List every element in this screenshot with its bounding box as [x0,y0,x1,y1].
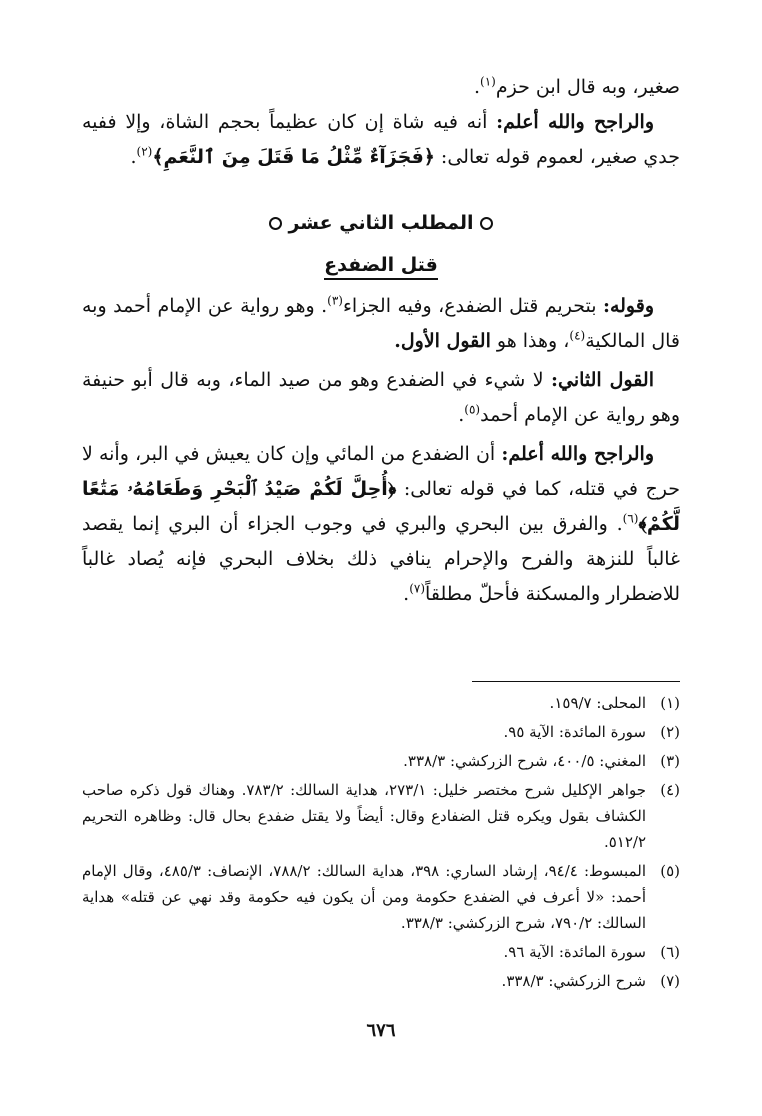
footnote-ref: (٦) [622,511,639,526]
paragraph-end: . [473,76,481,98]
paragraph-text: . وهو رواية عن الإمام أحمد وبه قال المالكية [82,295,680,352]
footnote-text: شرح الزركشي: ٣٣٨/٣. [501,972,646,990]
paragraph-text: لا شيء في الضفدع وهو من صيد الماء، وبه قال أبو حنيفة وهو رواية عن الإمام أحمد [82,369,680,426]
page-number: ٦٧٦ [366,1020,396,1041]
paragraph-first-opinion [82,289,680,359]
footnote-text: سورة المائدة: الآية ٩٦. [503,943,646,961]
paragraph-second-opinion [82,363,680,433]
footnote-ref: (٤) [569,328,586,343]
paragraph-text: . والفرق بين البحري والبري في وجوب الجزاء أن البري إنما يقصد غالباً للنزهة والفرح والإحرام ينافي ذلك بخلاف البحري فإنه يُصاد غالباً للاضطرار والمسكنة فأحلّ مطلقاً [82,513,680,605]
paragraph-preponderant-opinion-1 [82,105,680,175]
circle-bullet-icon [269,217,282,230]
footnote-text: سورة المائدة: الآية ٩٥. [503,723,646,741]
footnote-item [82,858,680,936]
paragraph-text: أن الضفدع من المائي وإن كان يعيش في البر، وأنه لا حرج في قتله، كما في قوله تعالى: [82,443,680,500]
paragraph-text: أنه فيه شاة إن كان عظيماً بحجم الشاة، وإلا ففيه جدي صغير، لعموم قوله تعالى: [82,111,680,168]
footnote-text: المبسوط: ٩٤/٤، إرشاد الساري: ٣٩٨، هداية السالك: ٧٨٨/٢، الإنصاف: ٤٨٥/٣، وقال الإمام أحمد: «لا أعرف في الضفدع حكومة ومن أن يكون فيه حكومة وقد نهي عن قتله» هداية السالك: ٧٩٠/٢، شرح الزركشي: ٣٣٨/٣. [82,862,646,932]
footnote-separator [472,681,680,682]
circle-bullet-icon [480,217,493,230]
paragraph-end: . [403,583,410,605]
footnote-number: (٣) [660,752,680,770]
footnote-item [82,777,680,855]
quran-verse: ﴿فَجَزَآءٌ مِّثْلُ مَا قَتَلَ مِنَ ٱلنَّعَمِ﴾ [152,146,435,168]
paragraph-continuation [82,70,680,105]
footnote-item [82,748,680,774]
footnote-item [82,719,680,745]
section-heading [0,212,762,234]
section-subtitle-text: قتل الضفدع [324,254,438,280]
paragraph-end: . [130,146,137,168]
paragraph-text: صغير، وبه قال ابن حزم [495,76,680,98]
footnote-ref: (٣) [327,293,343,308]
main-text-top [82,70,680,175]
footnote-text: المحلى: ١٥٩/٧. [549,694,646,712]
section-heading-text: المطلب الثاني عشر [288,212,474,234]
paragraph-text: بتحريم قتل الضفدع، وفيه الجزاء [342,295,603,317]
footnote-number: (٧) [660,972,680,990]
main-text-body [82,289,680,612]
paragraph-lead: القول الثاني: [550,369,654,391]
paragraph-lead: والراجح والله أعلم: [501,443,654,465]
footnote-ref: (٢) [136,144,153,159]
footnote-ref: (١) [480,74,496,89]
footnote-number: (٥) [660,862,680,880]
paragraph-bold-end: القول الأول. [394,330,491,352]
footnote-number: (٤) [660,781,680,799]
quran-verse: ﴿أُحِلَّ لَكُمْ صَيْدُ ٱلْبَحْرِ وَطَعَامُهُۥ مَتَٰعًا لَّكُمْ﴾ [82,478,680,535]
footnotes [82,690,680,997]
paragraph-end: . [458,404,465,426]
footnote-text: جواهر الإكليل شرح مختصر خليل: ٢٧٣/١، هداية السالك: ٧٨٣/٢. وهناك قول ذكره صاحب الكشاف بقول ويكره قتل الضفادع وقال: أيضاً ولا يقتل ضفدع بحال قال: وظاهره التحريم ٥١٢/٢. [82,781,646,851]
footnote-number: (٦) [660,943,680,961]
paragraph-text: ، وهذا هو [490,330,570,352]
paragraph-preponderant-opinion-2 [82,437,680,612]
footnote-item [82,939,680,965]
footnote-ref: (٥) [464,402,481,417]
footnote-item [82,968,680,994]
footnote-text: المغني: ٤٠٠/٥، شرح الزركشي: ٣٣٨/٣. [403,752,646,770]
paragraph-lead: وقوله: [602,295,654,317]
footnote-number: (١) [660,694,680,712]
footnote-ref: (٧) [409,581,426,596]
paragraph-lead: والراجح والله أعلم: [496,111,654,133]
footnote-number: (٢) [660,723,680,741]
footnote-item [82,690,680,716]
section-subtitle [0,254,762,276]
